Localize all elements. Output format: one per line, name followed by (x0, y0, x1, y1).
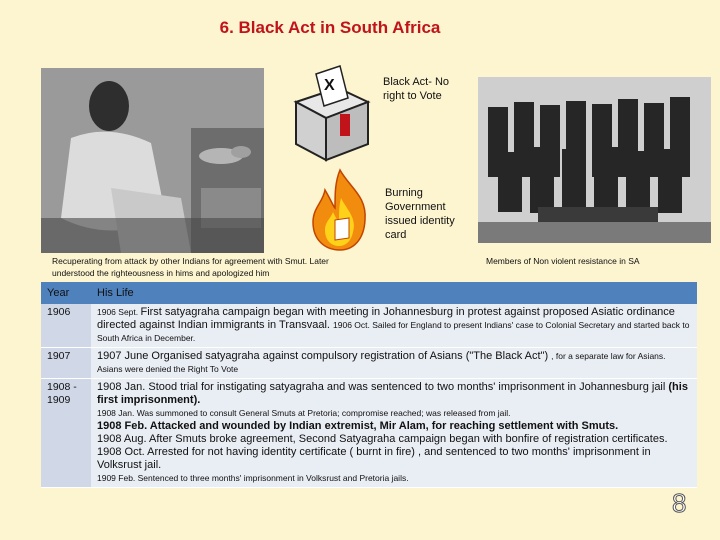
life-text: 1908 Jan. Stood trial for instigating satyagraha and was sentenced to two months' imprisonment in Johannesburg jail (97, 381, 669, 393)
life-text: 1907 June Organised satyagraha against compulsory registration of Asians ("The Black Act") (97, 350, 552, 362)
life-cell (91, 304, 697, 348)
life-text: 1906 Oct. Sailed for England to present Indians' case to Colonial Secretary and started back to South Africa in December. (97, 320, 690, 343)
life-header: His Life (91, 282, 697, 304)
right-photo-caption: Members of Non violent resistance in SA (486, 256, 640, 266)
table-row (41, 379, 697, 488)
life-text: 1908 Jan. Was summoned to consult General Smuts at Pretoria; compromise reached; was released from jail. (97, 408, 511, 418)
life-text: First satyagraha campaign began with meeting in Johannesburg in protest against proposed Asiatic ordinance directed against Indian immigrants in Transvaal. (97, 306, 675, 331)
table-header-row (41, 282, 697, 304)
page-title: 6. Black Act in South Africa (219, 18, 441, 37)
life-timeline-table (41, 282, 697, 488)
fire-caption: Burning Government issued identity card (385, 187, 455, 241)
ballot-box-icon (288, 62, 374, 162)
life-text: , for a separate law for Asians. Asians were denied the Right To Vote (97, 351, 666, 374)
life-cell (91, 348, 697, 379)
life-text: 1908 Oct. Arrested for not having identity certificate ( burnt in fire) , and sentenced to two months' imprisonment in Volksrust jail. (97, 446, 651, 471)
life-text: (his first imprisonment). (97, 381, 688, 406)
fire-icon (305, 168, 375, 252)
left-photo-caption: Recuperating from attack by other Indians for agreement with Smut. Later understood the righteousness in hims and apologized him (52, 256, 329, 278)
table-row (41, 348, 697, 379)
year-header: Year (41, 282, 91, 304)
year-cell: 1907 (41, 348, 91, 379)
gandhi-recuperating-photo (41, 68, 264, 253)
year-cell: 1906 (41, 304, 91, 348)
life-text: 1908 Aug. After Smuts broke agreement, Second Satyagraha campaign began with bonfire of registration certificates. (97, 433, 668, 445)
life-text: 1908 Feb. Attacked and wounded by Indian extremist, Mir Alam, for reaching settlement with Smuts. (97, 420, 619, 432)
ballot-caption: Black Act- No right to Vote (383, 76, 450, 102)
life-text: 1906 Sept. (97, 307, 141, 317)
year-cell: 1908 - 1909 (41, 379, 91, 488)
ballot-mark: X (324, 77, 335, 94)
life-cell (91, 379, 697, 488)
page-number: 8 (672, 488, 687, 518)
resistance-members-photo (478, 77, 711, 243)
table-row (41, 304, 697, 348)
life-text: 1909 Feb. Sentenced to three months' imprisonment in Volksrust and Pretoria jails. (97, 473, 409, 483)
